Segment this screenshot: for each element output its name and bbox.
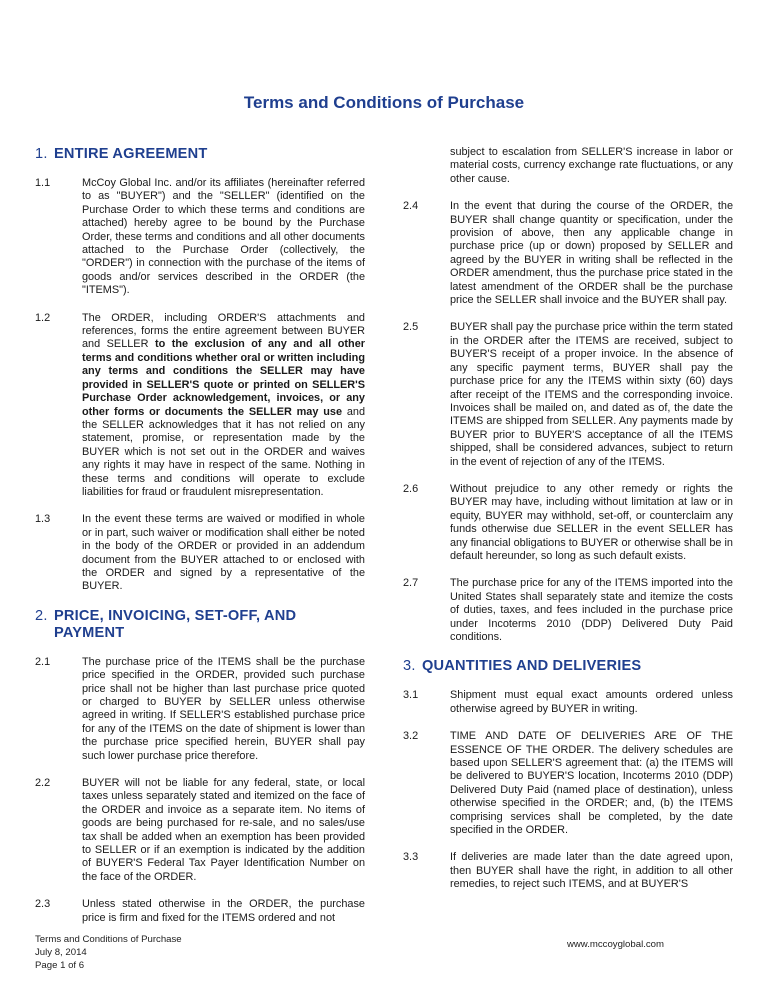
clause-number: 3.1 [403,689,419,702]
clause-text: McCoy Global Inc. and/or its affiliates (hereinafter referred to as "BUYER") and the "SELLER" (identified on the Purchase Order to which these terms and conditions are attached) hereby agree to be bound by the Purchase Order, these terms and conditions and all other documents attached to the Purchase Order (collectively, the "ORDER") in connection with the purchase of the items of goods and/or services described in the ORDER (the "ITEMS"). [82,177,365,297]
section-heading-entire-agreement [35,146,365,163]
clause-text: TIME AND DATE OF DELIVERIES ARE OF THE ESSENCE OF THE ORDER. The delivery schedules are based upon SELLER'S agreement that: (a) the ITEMS will be delivered to BUYER'S location, Incoterms 2010 (DDP) Delivered Duty Paid (named place of destination), unless otherwise specified in the ORDER; and, (b) the ITEMS comprising services shall be completed, by the date specified in the ORDER. [450,730,733,837]
clause-text: BUYER will not be liable for any federal, state, or local taxes unless separately stated and itemized on the face of the ORDER and invoice as a separate item. No items of goods are being purchased for re-sale, and no sales/use tax shall be added when an exemption has been provided to SELLER or if an exemption is indicated by the addition of BUYER'S Federal Tax Payer Identification Number on the face of the ORDER. [82,777,365,883]
clause-number: 3.2 [403,730,419,743]
clause-number: 1.3 [35,513,51,526]
footer-left [35,933,182,972]
clause-number: 2.5 [403,321,419,334]
section-number: 2. [35,607,48,624]
clause-text: BUYER shall pay the purchase price within the term stated in the ORDER after the ITEMS are received, subject to BUYER'S receipt of a proper invoice. In the absence of any specific payment terms, BUYER shall pay the purchase price for any the ITEMS within sixty (60) days after receipt of the ITEMS and the corresponding invoice. Invoices shall be mailed on, and dated as of, the date the ITEMS are shipped from SELLER. Any payments made by BUYER prior to BUYER'S acceptance of all the ITEMS shipped, shall be considered advances, subject to return in the event of rejection of any of the ITEMS. [450,321,733,468]
clause-text-part: and the SELLER acknowledges that it has not relied on any statement, promise, or representation made by the BUYER which is not set out in the ORDER and waives any rights it may have in respect of the same. Nothing in these terms and conditions will operate to exclude liabilities for fraud or fraudulent misrepresentation. [82,405,365,498]
clause-number: 2.1 [35,655,51,668]
section-title: QUANTITIES AND DELIVERIES [422,658,642,675]
clause-text: The purchase price for any of the ITEMS imported into the United States shall separately state and itemize the costs of duties, taxes, and fees included in the purchase price under Incoterms 2010 (DDP) Delivered Duty Paid conditions. [450,577,733,643]
clause-2-4 [403,200,733,307]
clause-number: 3.3 [403,851,419,864]
clause-text: The purchase price of the ITEMS shall be the purchase price specified in the ORDER, provided such purchase price shall not be higher than last purchase price quoted or charged to BUYER by SELLER unless otherwise agreed in writing. If SELLER'S established purchase price for any of the ITEMS on the date of shipment is lower than the purchase price specified herein, BUYER shall pay such lower purchase price therefore. [82,655,365,762]
clause-text: Without prejudice to any other remedy or rights the BUYER may have, including without limitation at law or in equity, BUYER may withhold, set-off, or counterclaim any funds otherwise due SELLER in the event SELLER has any financial obligations to BUYER or otherwise shall be in default hereunder, so long as such default exists. [450,482,733,562]
clause-number: 2.7 [403,577,419,590]
section-number: 3. [403,658,416,675]
clause-number: 2.3 [35,898,51,911]
section-number: 1. [35,146,48,162]
clause-text-bold: to the exclusion of any and all other terms and conditions whether oral or written including any terms and conditions the SELLER may have provided in SELLER'S quote or printed on SELLER'S Purchase Order acknowledgement, invoices, or any other forms or documents the SELLER may use [82,338,365,418]
clause-number: 2.6 [403,482,419,495]
clause-3-3 [403,851,733,891]
clause-3-1 [403,689,733,716]
section-heading-price-invoicing [35,608,365,642]
left-column [35,146,365,939]
clause-text-part: The ORDER, including ORDER'S attachments and references, forms the entire agreement between BUYER and SELLER [82,311,365,351]
clause-3-2 [403,730,733,837]
clause-text: Shipment must equal exact amounts ordered unless otherwise agreed by BUYER in writing. [450,689,733,715]
clause-number: 2.4 [403,200,419,213]
clause-number: 1.1 [35,177,51,189]
clause-2-3 [35,898,365,925]
clause-text: If deliveries are made later than the date agreed upon, then BUYER shall have the right, in addition to all other remedies, to reject such ITEMS, and at BUYER'S [450,851,733,891]
clause-2-5 [403,321,733,468]
clause-text: In the event that during the course of the ORDER, the BUYER shall change quantity or specification, under the provision of above, then any applicable change in purchase price (up or down) proposed by SELLER and agreed by the BUYER in writing shall be reflected in the ORDER amendment, thus the purchase price stated in the latest amendment of the ORDER shall be the purchase price the SELLER shall invoice and the BUYER shall pay. [450,200,733,307]
clause-number: 1.2 [35,311,51,324]
clause-1-1 [35,177,365,298]
clause-2-1 [35,656,365,763]
clause-2-2 [35,777,365,884]
section-heading-quantities-deliveries [403,658,733,675]
clause-text: Unless stated otherwise in the ORDER, the purchase price is firm and fixed for the ITEMS ordered and not [82,898,365,924]
clause-2-3-continuation: subject to escalation from SELLER'S increase in labor or material costs, currency exchange rate fluctuations, or any other cause. [450,146,733,185]
clause-text: In the event these terms are waived or modified in whole or in part, such waiver or modification shall either be noted in the body of the ORDER or provided in an addendum document from the BUYER attached to or enclosed with the ORDER and signed by a representative of the BUYER. [82,513,365,593]
footer-doc-title: Terms and Conditions of Purchase [35,934,182,945]
section-title: PRICE, INVOICING, SET-OFF, AND PAYMENT [54,607,297,641]
right-column [403,146,733,906]
footer-date: July 8, 2014 [35,947,87,958]
clause-1-2 [35,312,365,500]
section-title: ENTIRE AGREEMENT [54,146,208,162]
clause-2-6 [403,483,733,563]
footer-website: www.mccoyglobal.com [566,939,664,950]
clause-2-7 [403,577,733,644]
clause-1-3 [35,513,365,593]
page-title: Terms and Conditions of Purchase [243,93,525,112]
clause-text [82,312,365,500]
footer-page-number: Page 1 of 6 [35,960,85,971]
clause-number: 2.2 [35,777,51,790]
